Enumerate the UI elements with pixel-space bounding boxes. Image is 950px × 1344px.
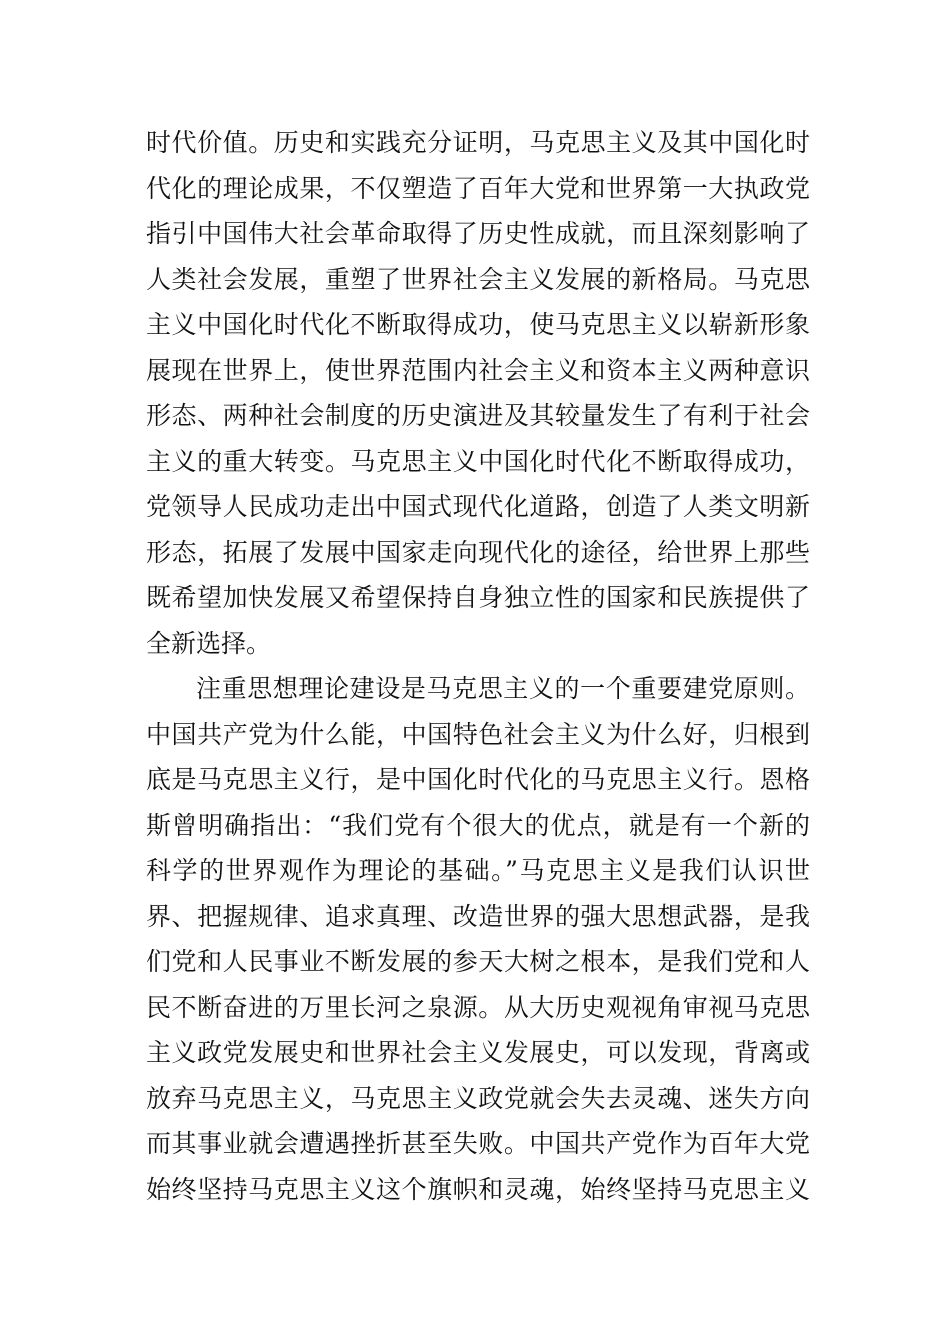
text-line: 放弃马克思主义，马克思主义政党就会失去灵魂、迷失方向 (146, 1083, 810, 1113)
text-line: 代化的理论成果，不仅塑造了百年大党和世界第一大执政党 (146, 173, 810, 203)
text-line: 注重思想理论建设是马克思主义的一个重要建党原则。 (196, 674, 810, 703)
text-line: 界、把握规律、追求真理、改造世界的强大思想武器，是我 (146, 901, 810, 931)
text-line: 指引中国伟大社会革命取得了历史性成就，而且深刻影响了 (146, 219, 810, 248)
text-line: 党领导人民成功走出中国式现代化道路，创造了人类文明新 (146, 492, 810, 521)
text-line: 人类社会发展，重塑了世界社会主义发展的新格局。马克思 (146, 264, 810, 294)
paragraph-2 (146, 666, 810, 1212)
text-line: 展现在世界上，使世界范围内社会主义和资本主义两种意识 (146, 355, 810, 385)
text-line: 全新选择。 (146, 628, 272, 658)
text-line: 们党和人民事业不断发展的参天大树之根本，是我们党和人 (146, 947, 810, 976)
text-line: 斯曾明确指出：“我们党有个很大的优点，就是有一个新的 (146, 810, 810, 840)
text-line: 主义政党发展史和世界社会主义发展史，可以发现，背离或 (146, 1038, 810, 1067)
text-line: 民不断奋进的万里长河之泉源。从大历史观视角审视马克思 (146, 992, 810, 1022)
text-line: 科学的世界观作为理论的基础。”马克思主义是我们认识世 (146, 856, 810, 885)
paragraph-1 (146, 120, 810, 666)
text-line: 底是马克思主义行，是中国化时代化的马克思主义行。恩格 (146, 765, 810, 794)
text-line: 始终坚持马克思主义这个旗帜和灵魂，始终坚持马克思主义 (146, 1174, 810, 1204)
text-line: 时代价值。历史和实践充分证明，马克思主义及其中国化时 (146, 128, 810, 157)
text-line: 而其事业就会遭遇挫折甚至失败。中国共产党作为百年大党 (146, 1129, 810, 1158)
text-line: 中国共产党为什么能，中国特色社会主义为什么好，归根到 (146, 719, 810, 749)
text-line: 既希望加快发展又希望保持自身独立性的国家和民族提供了 (146, 583, 810, 612)
text-line: 主义的重大转变。马克思主义中国化时代化不断取得成功， (146, 446, 810, 476)
body-text (146, 120, 810, 1212)
text-line: 形态、两种社会制度的历史演进及其较量发生了有利于社会 (146, 401, 810, 430)
text-line: 主义中国化时代化不断取得成功，使马克思主义以崭新形象 (146, 310, 810, 339)
text-line: 形态，拓展了发展中国家走向现代化的途径，给世界上那些 (146, 537, 810, 567)
